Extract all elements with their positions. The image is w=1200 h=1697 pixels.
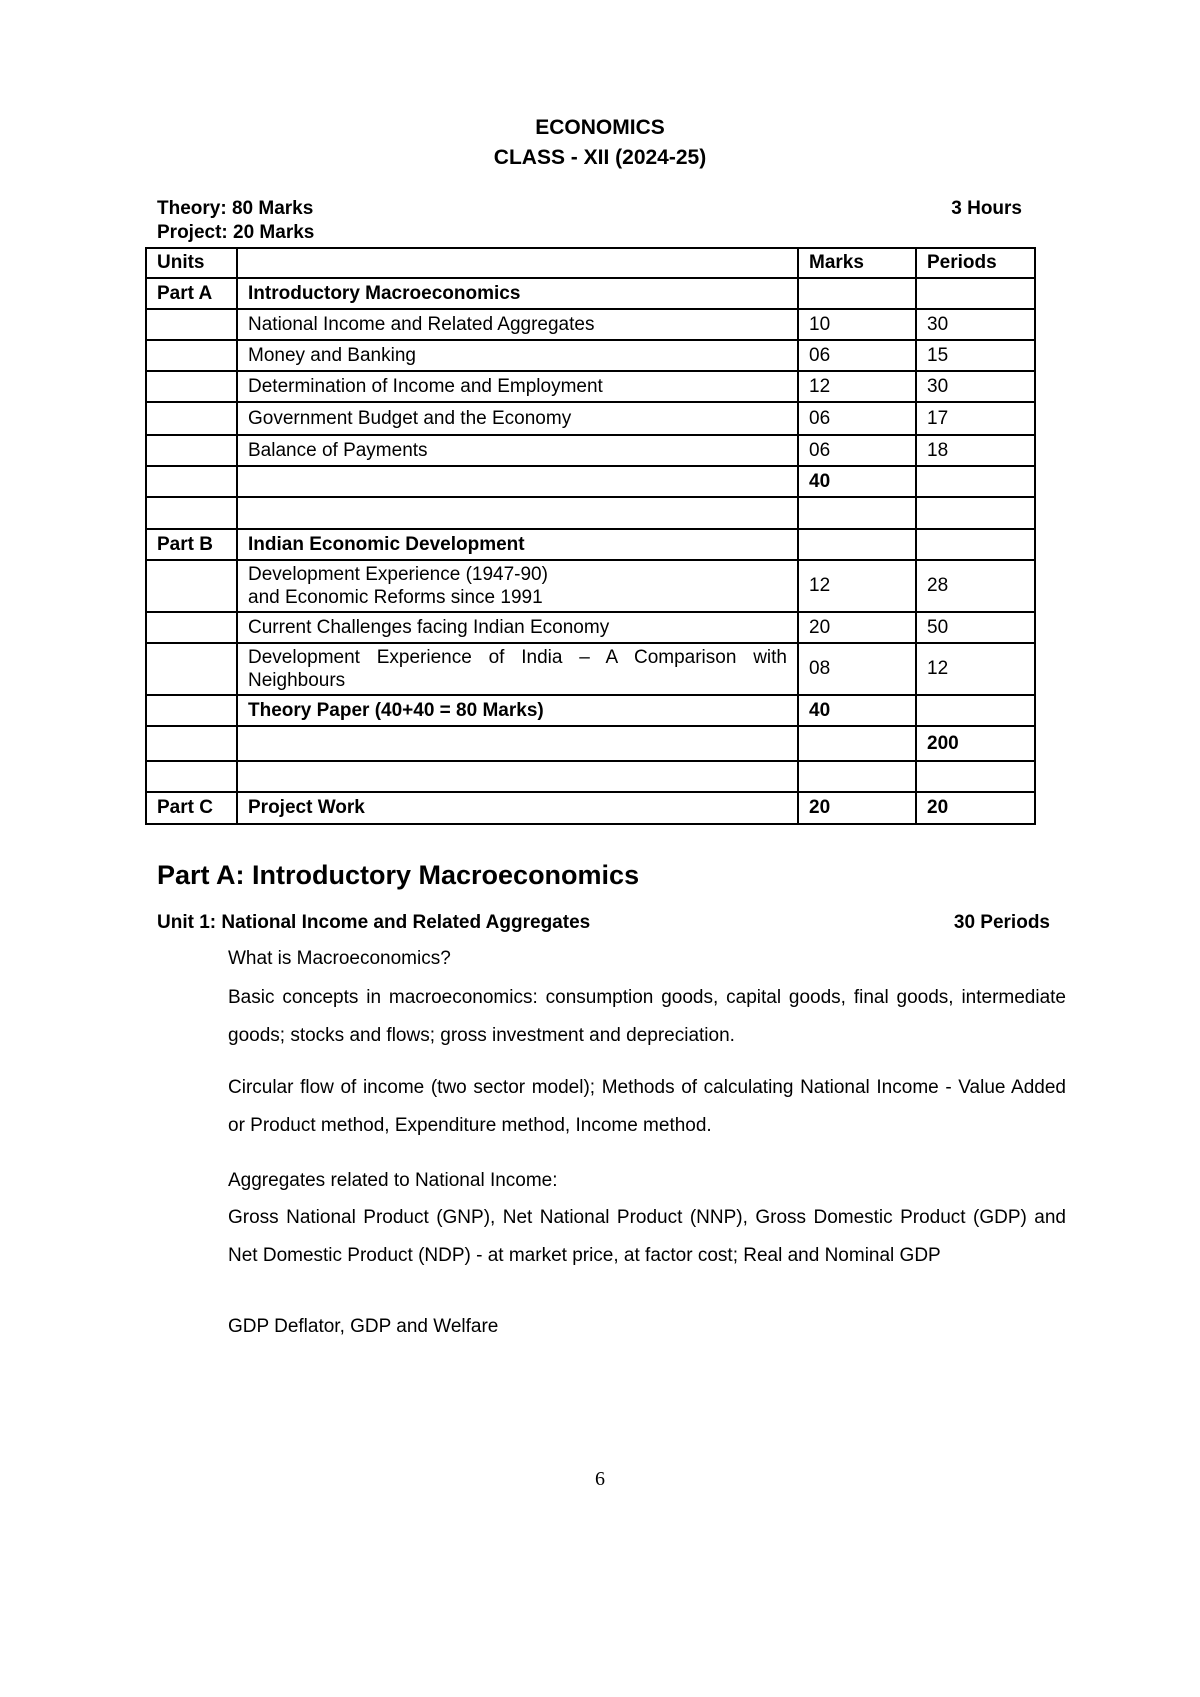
theory-paper-row <box>146 695 1035 726</box>
part-label: Part C <box>146 792 237 824</box>
empty-cell <box>237 726 798 761</box>
empty-cell <box>146 726 237 761</box>
empty-cell <box>146 695 237 726</box>
table-row <box>146 643 1035 695</box>
empty-cell <box>916 278 1035 309</box>
project-marks: Project: 20 Marks <box>157 222 315 243</box>
unit-periods-label: 30 Periods <box>953 912 1050 933</box>
table-row <box>146 560 1035 612</box>
theory-marks: Theory: 80 Marks <box>157 198 314 219</box>
total-row <box>146 726 1035 761</box>
unit-periods: 18 <box>916 435 1035 466</box>
unit-marks: 10 <box>798 309 916 340</box>
table-row <box>146 792 1035 824</box>
class-title: CLASS - XII (2024-25) <box>493 146 707 169</box>
empty-cell <box>146 612 237 643</box>
empty-cell <box>146 761 237 792</box>
unit-marks: 20 <box>798 612 916 643</box>
header-units: Units <box>146 248 237 278</box>
unit-name-line: and Economic Reforms since 1991 <box>248 587 543 608</box>
unit-marks: 06 <box>798 340 916 371</box>
empty-cell <box>798 278 916 309</box>
unit-title: Unit 1: National Income and Related Aggregates <box>157 912 591 933</box>
empty-cell <box>916 695 1035 726</box>
empty-cell <box>798 497 916 529</box>
unit-marks: 08 <box>798 643 916 695</box>
paragraph: Basic concepts in macroeconomics: consumption goods, capital goods, final goods, intermediate goods; stocks and flows; gross investment and depreciation. <box>228 987 1066 1046</box>
paragraph: Circular flow of income (two sector model); Methods of calculating National Income - Value Added or Product method, Expenditure method, Income method. <box>228 1077 1066 1136</box>
unit-name <box>237 560 798 612</box>
paragraph: Gross National Product (GNP), Net National Product (NNP), Gross Domestic Product (GDP) and Net Domestic Product (NDP) - at market price, at factor cost; Real and Nominal GDP <box>228 1207 1066 1266</box>
empty-cell <box>146 560 237 612</box>
page-number: 6 <box>595 1468 605 1490</box>
empty-cell <box>798 726 916 761</box>
part-label: Part A <box>146 278 237 309</box>
unit-name: Balance of Payments <box>237 435 798 466</box>
empty-cell <box>916 761 1035 792</box>
spacer-row <box>146 761 1035 792</box>
empty-cell <box>146 340 237 371</box>
unit-periods: 12 <box>916 643 1035 695</box>
exam-hours: 3 Hours <box>951 198 1022 219</box>
table-header-row <box>146 248 1035 278</box>
part-title: Indian Economic Development <box>237 529 798 560</box>
header-marks: Marks <box>798 248 916 278</box>
empty-cell <box>237 466 798 497</box>
table-row <box>146 278 1035 309</box>
unit-marks: 06 <box>798 435 916 466</box>
unit-name-line: Development Experience (1947-90) <box>248 564 548 585</box>
unit-periods: 50 <box>916 612 1035 643</box>
header-blank <box>237 248 798 278</box>
unit-name: Current Challenges facing Indian Economy <box>237 612 798 643</box>
subject-title: ECONOMICS <box>535 116 665 139</box>
unit-name: Determination of Income and Employment <box>237 371 798 402</box>
empty-cell <box>146 435 237 466</box>
unit-periods: 28 <box>916 560 1035 612</box>
unit-name: Money and Banking <box>237 340 798 371</box>
table-row <box>146 612 1035 643</box>
theory-paper-marks: 40 <box>798 695 916 726</box>
empty-cell <box>146 643 237 695</box>
spacer-row <box>146 497 1035 529</box>
table-row <box>146 340 1035 371</box>
unit-marks: 12 <box>798 371 916 402</box>
unit-periods: 15 <box>916 340 1035 371</box>
subtotal-marks: 40 <box>798 466 916 497</box>
empty-cell <box>798 761 916 792</box>
unit-marks: 06 <box>798 402 916 435</box>
unit-name: National Income and Related Aggregates <box>237 309 798 340</box>
empty-cell <box>916 529 1035 560</box>
empty-cell <box>798 529 916 560</box>
theory-paper-label: Theory Paper (40+40 = 80 Marks) <box>237 695 798 726</box>
empty-cell <box>146 371 237 402</box>
part-title: Introductory Macroeconomics <box>237 278 798 309</box>
empty-cell <box>146 466 237 497</box>
empty-cell <box>237 497 798 529</box>
project-periods-cell: 20 <box>916 792 1035 824</box>
table-row <box>146 529 1035 560</box>
part-title: Project Work <box>237 792 798 824</box>
syllabus-table <box>145 247 1036 825</box>
unit-marks: 12 <box>798 560 916 612</box>
header-periods: Periods <box>916 248 1035 278</box>
empty-cell <box>237 761 798 792</box>
unit-name: Government Budget and the Economy <box>237 402 798 435</box>
paragraph: Aggregates related to National Income: <box>228 1170 558 1191</box>
empty-cell <box>146 309 237 340</box>
unit-periods: 30 <box>916 371 1035 402</box>
unit-name: Development Experience of India – A Comparison with Neighbours <box>237 643 798 695</box>
table-row <box>146 371 1035 402</box>
section-title: Part A: Introductory Macroeconomics <box>157 860 640 890</box>
unit-periods: 30 <box>916 309 1035 340</box>
table-row <box>146 402 1035 435</box>
project-marks-cell: 20 <box>798 792 916 824</box>
paragraph: What is Macroeconomics? <box>228 948 451 969</box>
table-row <box>146 435 1035 466</box>
empty-cell <box>916 466 1035 497</box>
subtotal-row <box>146 466 1035 497</box>
empty-cell <box>916 497 1035 529</box>
paragraph: GDP Deflator, GDP and Welfare <box>228 1316 499 1337</box>
total-periods: 200 <box>916 726 1035 761</box>
empty-cell <box>146 497 237 529</box>
table-row <box>146 309 1035 340</box>
part-label: Part B <box>146 529 237 560</box>
unit-periods: 17 <box>916 402 1035 435</box>
empty-cell <box>146 402 237 435</box>
